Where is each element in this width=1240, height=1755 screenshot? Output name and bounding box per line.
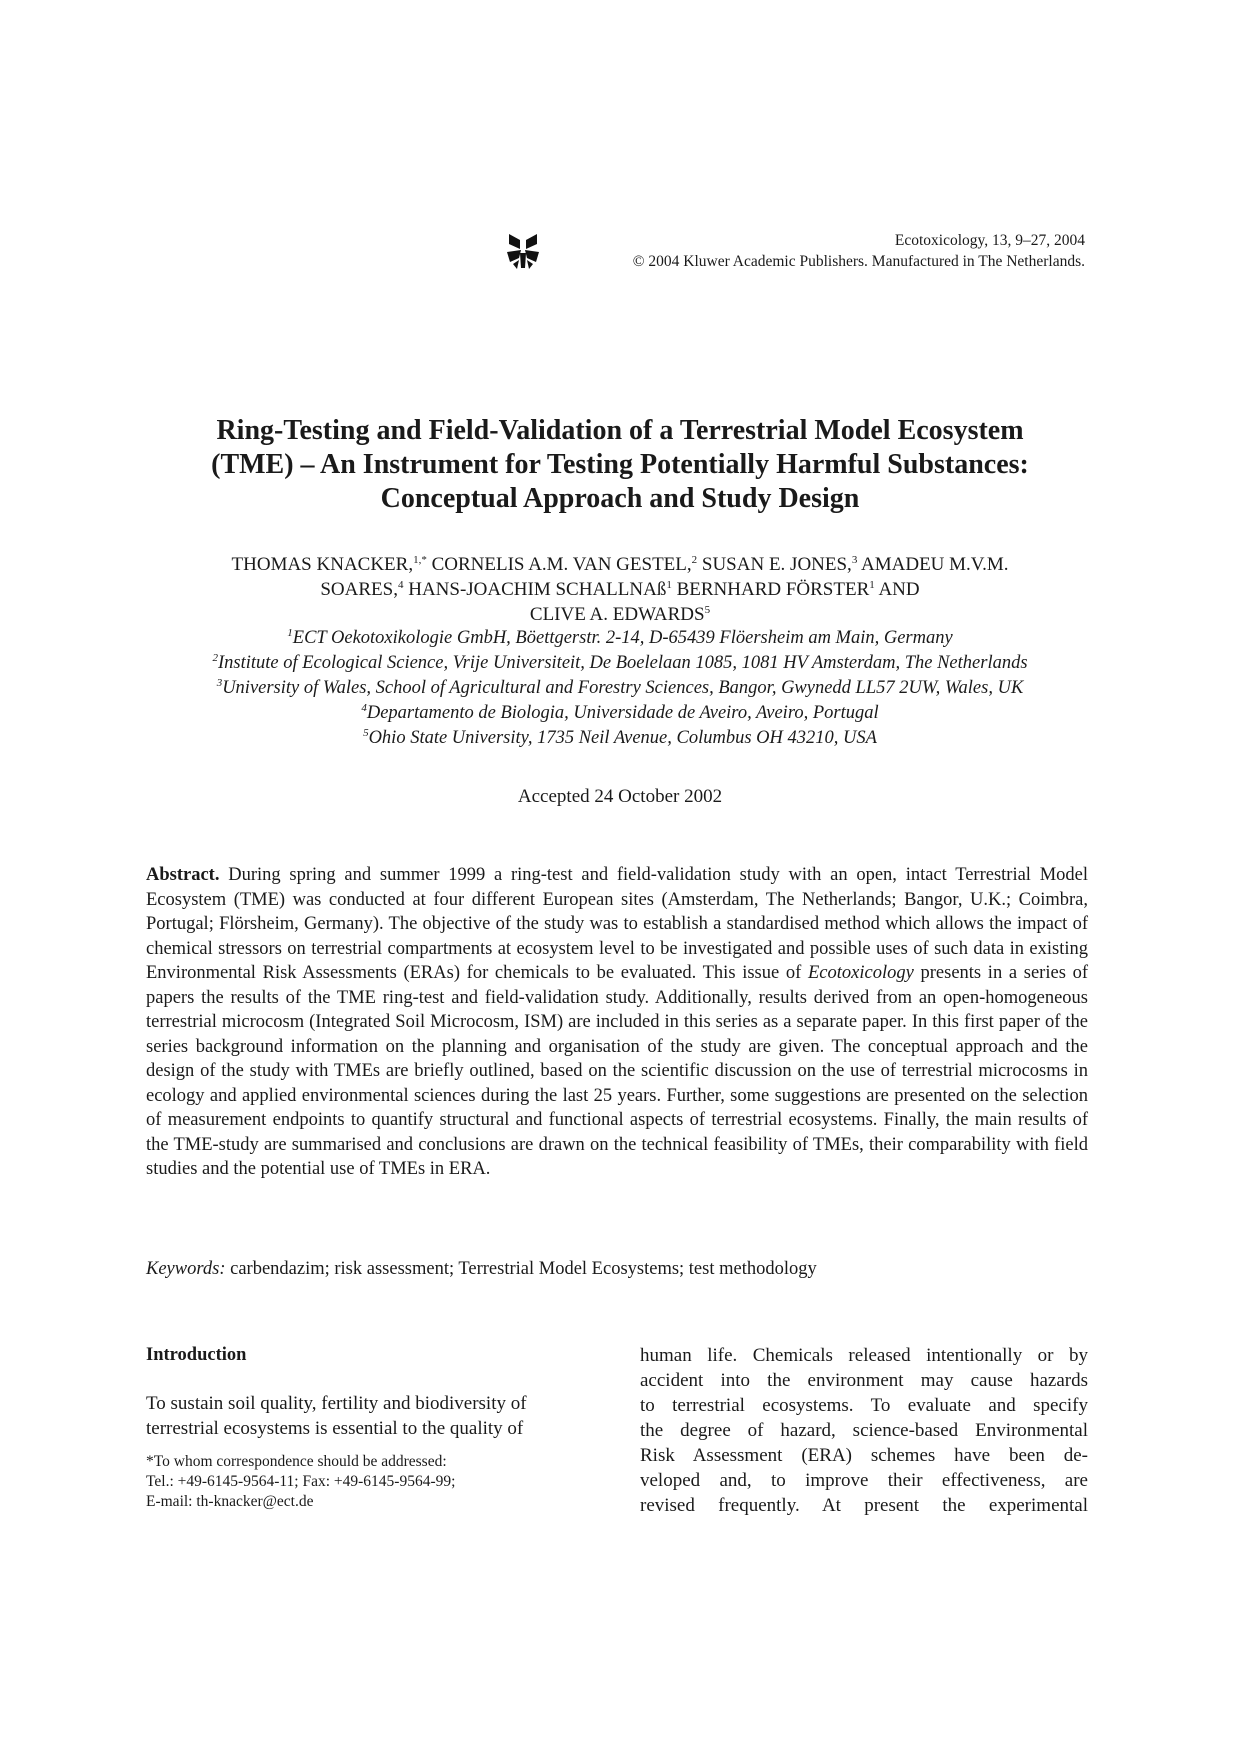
- affiliation-item: [120, 701, 1120, 726]
- affiliation-item: [120, 676, 1120, 701]
- body-text-line: revised frequently. At present the experimental: [640, 1495, 1088, 1516]
- author-list: [120, 552, 1120, 627]
- title-line: Conceptual Approach and Study Design: [380, 483, 860, 514]
- keywords-text: carbendazim; risk assessment; Terrestrial Model Ecosystems; test methodology: [230, 1259, 817, 1279]
- body-text-line: terrestrial ecosystems is essential to the quality of: [146, 1418, 524, 1439]
- affiliation-number: 2: [212, 652, 218, 664]
- affiliation-item: [120, 726, 1120, 751]
- intro-left-column: [146, 1391, 592, 1441]
- author-name: BERNHARD FÖRSTER: [671, 579, 870, 600]
- affiliation-text: Institute of Ecological Science, Vrije Universiteit, De Boelelaan 1085, 1081 HV Amsterdam, The Netherlands: [217, 653, 1028, 673]
- affiliation-text: ECT Oekotoxikologie GmbH, Böettgerstr. 2-14, D-65439 Flöersheim am Main, Germany: [292, 628, 953, 648]
- correspondence-footnote: [146, 1452, 592, 1512]
- author-affiliation-mark: 1: [666, 579, 672, 591]
- footnote-line: E-mail: th-knacker@ect.de: [146, 1493, 314, 1510]
- author-line: [120, 552, 1120, 577]
- author-conjunction: AND: [874, 579, 920, 600]
- affiliation-number: 1: [287, 627, 293, 639]
- keywords: [146, 1257, 1106, 1281]
- author-name: HANS-JOACHIM SCHALLNAß: [403, 579, 667, 600]
- title-line: (TME) – An Instrument for Testing Potentially Harmful Substances:: [211, 449, 1029, 480]
- affiliation-item: [120, 651, 1120, 676]
- author-affiliation-mark: 1: [869, 579, 875, 591]
- author-line: [120, 577, 1120, 602]
- title-line: Ring-Testing and Field-Validation of a Terrestrial Model Ecosystem: [216, 415, 1024, 446]
- body-text-line: Risk Assessment (ERA) schemes have been de-: [640, 1445, 1088, 1466]
- author-affiliation-mark: 2: [691, 554, 698, 566]
- affiliation-list: [120, 626, 1120, 751]
- author-line: [120, 602, 1120, 627]
- author-name: SOARES,: [320, 579, 398, 600]
- affiliation-number: 3: [216, 677, 223, 689]
- body-text-line: To sustain soil quality, fertility and biodiversity of: [146, 1393, 527, 1414]
- author-name: CLIVE A. EDWARDS: [529, 604, 705, 625]
- abstract-text: During spring and summer 1999 a ring-test and field-validation study with an open, intact Terrestrial Model Ecosystem (TME) was conducted at four different European sites (Amsterdam, The Netherlands; Bangor, U.K.; Coimbra, Portugal; Flörsheim, Germany). The objective of the study was to establish a standardised method which allows the impact of chemical stressors on terrestrial compartments at ecosystem level to be investigated and possible uses of such data in existing Environmental Risk Assessments (ERAs) for chemicals to be evaluated. This issue of: [146, 865, 1089, 983]
- body-text-line: the degree of hazard, science-based Environmental: [640, 1420, 1088, 1441]
- copyright-notice: © 2004 Kluwer Academic Publishers. Manufactured in The Netherlands.: [632, 253, 1085, 270]
- author-affiliation-mark: 5: [704, 604, 711, 616]
- affiliation-number: 4: [361, 702, 367, 714]
- publisher-logo-icon: [505, 232, 541, 270]
- author-name: THOMAS KNACKER,: [231, 554, 414, 575]
- intro-right-column: [640, 1343, 1088, 1518]
- abstract: [146, 863, 1088, 1182]
- abstract-text: presents in a series of papers the results of the TME ring-test and field-validation study. Additionally, results derived from an open-homogeneous terrestrial microcosm (Integrated Soil Microcosm, ISM) are included in this series as a separate paper. In this first paper of the series background information on the planning and organisation of the study are given. The conceptual approach and the design of the study with TMEs are briefly outlined, based on the scientific discussion on the use of terrestrial microcosms in ecology and applied environmental sciences during the last 25 years. Further, some suggestions are presented on the selection of measurement endpoints to quantify structural and functional aspects of terrestrial ecosystems. Finally, the main results of the TME-study are summarised and conclusions are drawn on the technical feasibility of TMEs, their comparability with field studies and the potential use of TMEs in ERA.: [146, 963, 1088, 1179]
- author-affiliation-mark: 1,*: [413, 554, 427, 566]
- keywords-label: Keywords:: [146, 1259, 226, 1279]
- author-name: AMADEU M.V.M.: [857, 554, 1009, 575]
- body-text-line: veloped and, to improve their effectiveness, are: [640, 1470, 1088, 1491]
- affiliation-text: University of Wales, School of Agricultural and Forestry Sciences, Bangor, Gwynedd LL57 2UW, Wales, UK: [222, 678, 1024, 698]
- footnote-line: *To whom correspondence should be addressed:: [146, 1453, 447, 1470]
- section-heading-introduction: Introduction: [146, 1345, 247, 1365]
- body-text-line: to terrestrial ecosystems. To evaluate and specify: [640, 1395, 1088, 1416]
- journal-citation: Ecotoxicology, 13, 9–27, 2004: [894, 232, 1085, 249]
- author-affiliation-mark: 4: [397, 579, 404, 591]
- affiliation-text: Ohio State University, 1735 Neil Avenue, Columbus OH 43210, USA: [368, 728, 877, 748]
- paper-title: [120, 414, 1120, 516]
- footnote-line: Tel.: +49-6145-9564-11; Fax: +49-6145-9564-99;: [146, 1473, 456, 1490]
- accepted-date: Accepted 24 October 2002: [517, 786, 723, 807]
- abstract-journal-name: Ecotoxicology: [807, 963, 914, 983]
- author-name: SUSAN E. JONES,: [697, 554, 852, 575]
- body-text-line: human life. Chemicals released intentionally or by: [640, 1345, 1088, 1366]
- affiliation-text: Departamento de Biologia, Universidade de Aveiro, Aveiro, Portugal: [366, 703, 879, 723]
- abstract-label: Abstract.: [146, 865, 220, 885]
- author-affiliation-mark: 3: [851, 554, 858, 566]
- affiliation-item: [120, 626, 1120, 651]
- body-text-line: accident into the environment may cause hazards: [640, 1370, 1088, 1391]
- author-name: CORNELIS A.M. VAN GESTEL,: [426, 554, 692, 575]
- affiliation-number: 5: [363, 727, 369, 739]
